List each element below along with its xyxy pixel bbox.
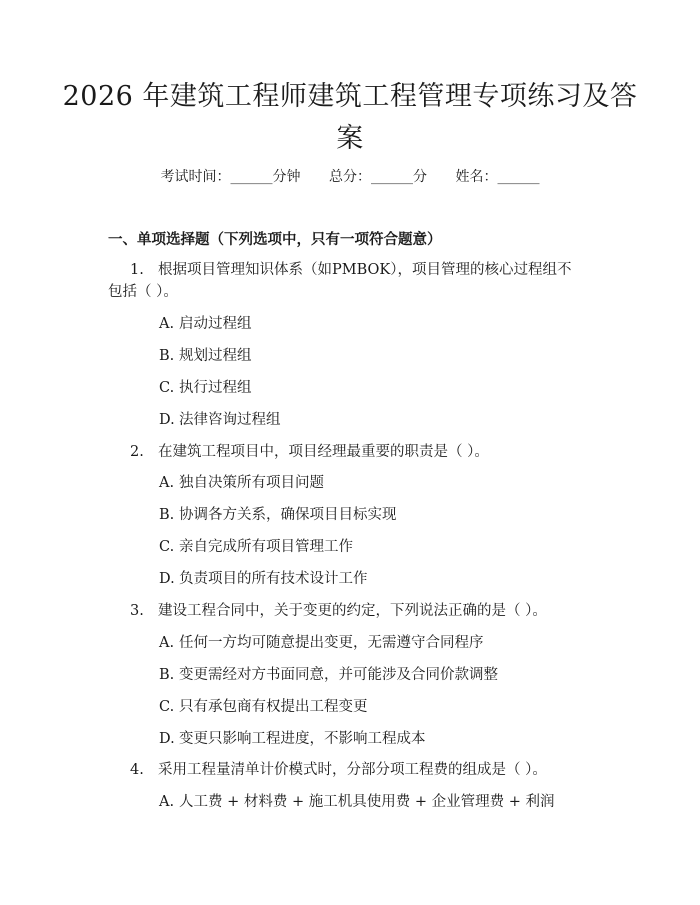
option-letter: C.: [159, 699, 175, 715]
option-letter: A.: [159, 475, 175, 491]
option-4a: [159, 791, 554, 813]
option-letter: C.: [159, 380, 175, 396]
option-text: 变更只影响工程进度，不影响工程成本: [179, 731, 426, 747]
question-text: 采用工程量清单计价模式时，分部分项工程费的组成是（ ）。: [158, 762, 547, 778]
option-letter: D.: [159, 412, 175, 428]
option-1b: [159, 345, 252, 367]
total-score-field: 总分：______分: [329, 169, 427, 185]
option-2d: [159, 568, 368, 590]
option-letter: A.: [159, 794, 175, 810]
option-text: 变更需经对方书面同意，并可能涉及合同价款调整: [179, 667, 498, 683]
question-2: [108, 441, 578, 463]
question-text: 根据项目管理知识体系（如PMBOK），项目管理的核心过程组不包括（ ）。: [108, 262, 572, 300]
option-text: 协调各方关系，确保项目目标实现: [179, 507, 397, 523]
option-text: 亲自完成所有项目管理工作: [179, 539, 353, 555]
exam-meta: [0, 166, 700, 188]
option-2b: [159, 504, 397, 526]
option-3b: [159, 664, 498, 686]
option-text: 独自决策所有项目问题: [179, 475, 324, 491]
name-field: 姓名：______: [455, 169, 540, 185]
option-text: 法律咨询过程组: [179, 412, 281, 428]
question-1: [108, 259, 578, 303]
option-letter: C.: [159, 539, 175, 555]
option-3c: [159, 696, 368, 718]
document-title: 2026 年建筑工程师建筑工程管理专项练习及答案: [62, 81, 638, 154]
question-number: 4.: [130, 762, 144, 778]
question-text: 在建筑工程项目中，项目经理最重要的职责是（ ）。: [158, 444, 489, 460]
option-letter: A.: [159, 635, 175, 651]
option-letter: A.: [159, 316, 175, 332]
option-text: 只有承包商有权提出工程变更: [179, 699, 368, 715]
option-3d: [159, 728, 426, 750]
option-text: 启动过程组: [179, 316, 252, 332]
question-number: 3.: [130, 603, 144, 619]
option-text: 规划过程组: [179, 348, 252, 364]
option-text: 人工费 + 材料费 + 施工机具使用费 + 企业管理费 + 利润: [179, 794, 555, 810]
option-letter: B.: [159, 667, 175, 683]
option-3a: [159, 632, 484, 654]
option-text: 负责项目的所有技术设计工作: [179, 571, 368, 587]
question-number: 1.: [130, 262, 144, 278]
option-1c: [159, 377, 252, 399]
option-letter: D.: [159, 571, 175, 587]
option-letter: B.: [159, 507, 175, 523]
question-3: [108, 600, 578, 622]
option-2a: [159, 472, 324, 494]
option-letter: B.: [159, 348, 175, 364]
option-letter: D.: [159, 731, 175, 747]
option-1a: [159, 313, 252, 335]
option-1d: [159, 409, 281, 431]
option-2c: [159, 536, 353, 558]
section-heading: 一、单项选择题（下列选项中，只有一项符合题意）: [108, 231, 442, 248]
exam-time-field: 考试时间：______分钟: [160, 169, 301, 185]
question-text: 建设工程合同中，关于变更的约定，下列说法正确的是（ ）。: [158, 603, 547, 619]
question-number: 2.: [130, 444, 144, 460]
question-4: [108, 759, 578, 781]
option-text: 执行过程组: [179, 380, 252, 396]
option-text: 任何一方均可随意提出变更，无需遵守合同程序: [179, 635, 484, 651]
